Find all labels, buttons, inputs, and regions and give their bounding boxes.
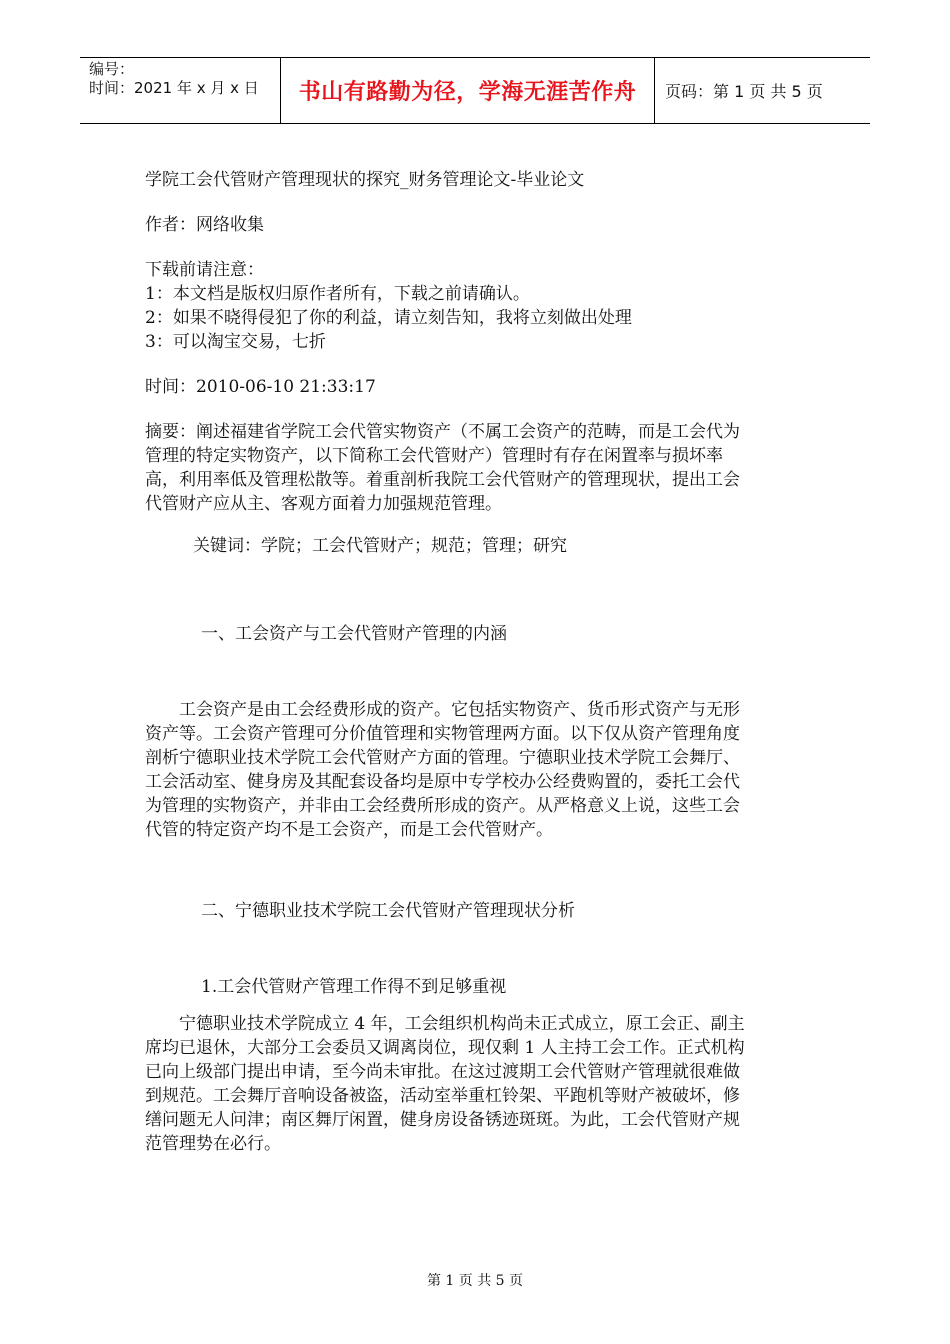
- header-motto: 书山有路勤为径，学海无涯苦作舟: [281, 58, 655, 123]
- page-header: [80, 57, 870, 124]
- subsection-heading-1: 1.工会代管财产管理工作得不到足够重视: [201, 977, 507, 997]
- header-meta: [80, 58, 281, 123]
- section-heading-2: 二、宁德职业技术学院工会代管财产管理现状分析: [201, 901, 575, 921]
- document-body: [145, 168, 745, 1156]
- section-heading-1: 一、工会资产与工会代管财产管理的内涵: [201, 624, 507, 644]
- notice-item-3: 3：可以淘宝交易，七折: [145, 332, 326, 352]
- paragraph-1: 工会资产是由工会经费形成的资产。它包括实物资产、货币形式资产与无形资产等。工会资产管理可分价值管理和实物管理两方面。以下仅从资产管理角度剖析宁德职业技术学院工会代管财产方面的管理。宁德职业技术学院工会舞厅、工会活动室、健身房及其配套设备均是原中专学校办公经费购置的，委托工会代为管理的实物资产，并非由工会经费所形成的资产。从严格意义上说，这些工会代管的特定资产均不是工会资产，而是工会代管财产。: [145, 700, 740, 840]
- doc-time: 时间：2010-06-10 21:33:17: [145, 377, 376, 397]
- notice-item-1: 1：本文档是版权归原作者所有，下载之前请确认。: [145, 284, 530, 304]
- notice-title: 下载前请注意：: [145, 260, 264, 280]
- keywords: 关键词：学院；工会代管财产；规范；管理；研究: [193, 536, 567, 556]
- paragraph-2: 宁德职业技术学院成立 4 年，工会组织机构尚未正式成立，原工会正、副主席均已退休，大部分工会委员又调离岗位，现仅剩 1 人主持工会工作。正式机构已向上级部门提出申请，至今尚未审批。在这过渡期工会代管财产管理就很难做到规范。工会舞厅音响设备被盗，活动室举重杠铃架、平跑机等财产被破坏，修缮问题无人问津；南区舞厅闲置，健身房设备锈迹斑斑。为此，工会代管财产规范管理势在必行。: [145, 1014, 745, 1154]
- doc-title: 学院工会代管财产管理现状的探究_财务管理论文-毕业论文: [145, 170, 585, 190]
- time-label: 时间：2021 年 x 月 x 日: [89, 79, 259, 97]
- number-label: 编号：: [89, 60, 135, 78]
- header-page-info: 页码：第 1 页 共 5 页: [665, 82, 823, 101]
- notice-item-2: 2：如果不晓得侵犯了你的利益，请立刻告知，我将立刻做出处理: [145, 308, 632, 328]
- abstract: 摘要：阐述福建省学院工会代管实物资产（不属工会资产的范畴，而是工会代为管理的特定实物资产，以下简称工会代管财产）管理时有存在闲置率与损坏率高，利用率低及管理松散等。着重剖析我院工会代管财产的管理现状，提出工会代管财产应从主、客观方面着力加强规范管理。: [145, 422, 740, 514]
- doc-author: 作者：网络收集: [145, 215, 264, 235]
- page-footer: 第 1 页 共 5 页: [426, 1273, 524, 1289]
